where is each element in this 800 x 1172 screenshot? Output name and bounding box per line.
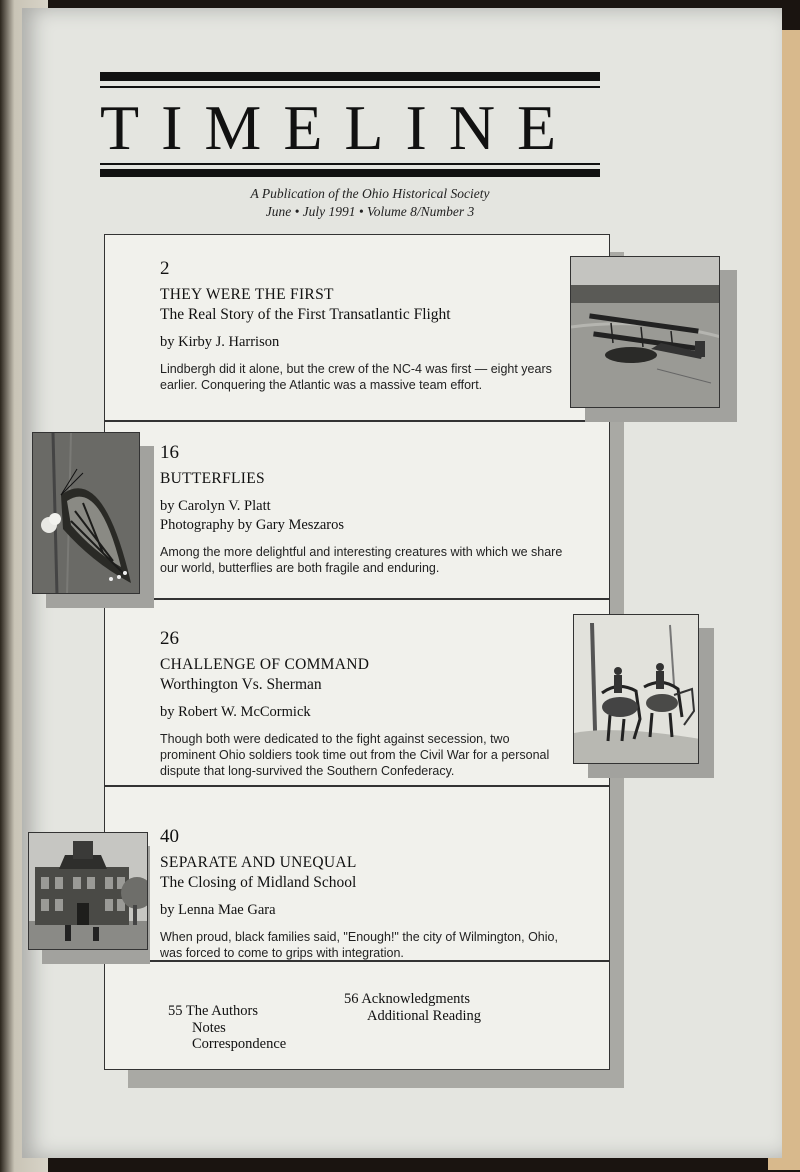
footer-page-number: 56 [344, 991, 359, 1007]
horsemen-image [574, 615, 699, 764]
school-image [29, 833, 148, 950]
footer-entry-acknowledgments[interactable] [344, 991, 470, 1007]
article-subtitle: Worthington Vs. Sherman [160, 676, 322, 693]
article-description: When proud, black families said, "Enough!" the city of Wilmington, Ohio, was forced to come to grips with integration. [160, 930, 558, 960]
masthead-rule-top-thin [100, 86, 600, 88]
butterfly-image [33, 433, 140, 594]
page-number: 16 [160, 442, 179, 463]
article-title: SEPARATE AND UNEQUAL [160, 854, 357, 871]
page-number: 40 [160, 826, 179, 847]
article-entry[interactable] [160, 826, 580, 961]
article-description: Though both were dedicated to the fight against secession, two prominent Ohio soldiers took time out from the Civil War for a personal dispute that long-survived the Southern Confederacy. [160, 732, 550, 778]
page-number: 2 [160, 258, 170, 279]
publication-line: A Publication of the Ohio Historical Society [250, 186, 490, 201]
article-title: CHALLENGE OF COMMAND [160, 656, 370, 673]
footer-entry-additional-reading[interactable]: Additional Reading [367, 1008, 481, 1024]
article-subtitle: The Real Story of the First Transatlantic Flight [160, 306, 451, 323]
article-title: THEY WERE THE FIRST [160, 286, 334, 303]
section-divider [104, 785, 610, 787]
masthead-rule-bottom-thin [100, 163, 600, 165]
footer-item-label: The Authors [185, 1003, 258, 1019]
masthead-rule-bottom-thick [100, 169, 600, 177]
article-title: BUTTERFLIES [160, 470, 265, 487]
article-description: Lindbergh did it alone, but the crew of the NC-4 was first — eight years earlier. Conquering the Atlantic was a massive team effort. [160, 362, 552, 392]
footer-page-number: 55 [168, 1003, 183, 1019]
article-byline: by Lenna Mae Gara [160, 902, 276, 918]
section-divider [104, 420, 610, 422]
article-byline: by Carolyn V. Platt [160, 498, 271, 514]
seaplane-photo [570, 256, 720, 408]
article-byline: by Robert W. McCormick [160, 704, 311, 720]
article-subtitle: The Closing of Midland School [160, 874, 357, 891]
article-entry[interactable] [160, 628, 560, 779]
monarch-butterfly-photo [32, 432, 140, 594]
seaplane-image [571, 257, 720, 408]
school-building-photo [28, 832, 148, 950]
footer-item-label: Acknowledgments [361, 991, 471, 1007]
article-description: Among the more delightful and interesting creatures with which we share our world, butterflies are both fragile and enduring. [160, 545, 563, 575]
issue-line: June • July 1991 • Volume 8/Number 3 [265, 204, 475, 219]
footer-entry-correspondence[interactable]: Correspondence [192, 1036, 287, 1052]
masthead-title: TIMELINE [100, 92, 579, 163]
footer-entry-authors[interactable] [168, 1003, 258, 1019]
civil-war-horsemen-illustration [573, 614, 699, 764]
masthead-rule-top-thick [100, 72, 600, 81]
footer-entry-notes[interactable]: Notes [192, 1020, 226, 1036]
page-number: 26 [160, 628, 179, 649]
article-entry[interactable] [160, 258, 560, 393]
article-entry[interactable] [160, 442, 580, 576]
photo-credit: Photography by Gary Meszaros [160, 517, 345, 533]
section-divider [104, 598, 610, 600]
article-byline: by Kirby J. Harrison [160, 334, 280, 350]
